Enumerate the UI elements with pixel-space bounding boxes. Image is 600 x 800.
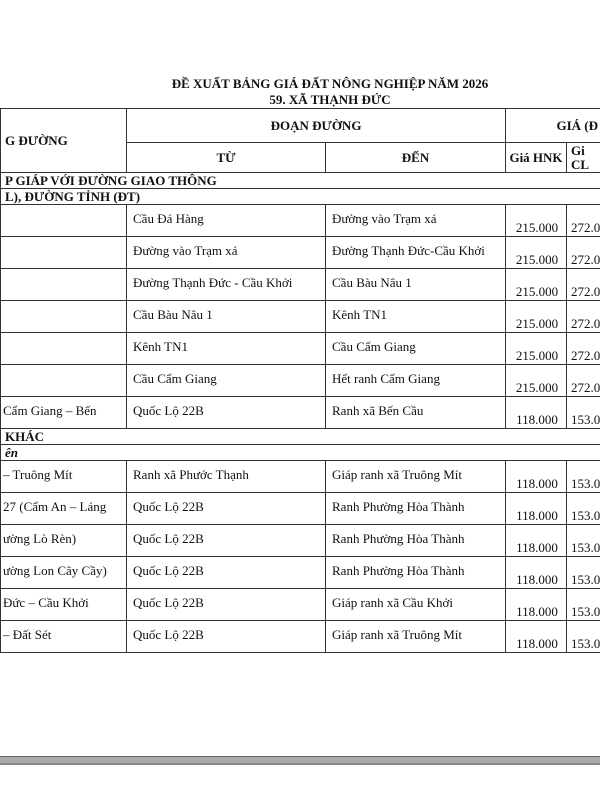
price-cln: 272.0 — [567, 205, 600, 237]
segment-from: Đường Thạnh Đức - Cầu Khởi — [127, 269, 326, 301]
road-name — [1, 365, 127, 397]
price-table — [0, 108, 600, 653]
table-row — [1, 301, 600, 333]
price-hnk: 118.000 — [506, 589, 567, 621]
table-row — [1, 525, 600, 557]
segment-from: Kênh TN1 — [127, 333, 326, 365]
price-cln: 153.0 — [567, 557, 600, 589]
price-cln: 153.0 — [567, 621, 600, 653]
segment-to: Giáp ranh xã Truông Mít — [326, 621, 506, 653]
segment-to: Đường Thạnh Đức-Cầu Khởi — [326, 237, 506, 269]
price-cln: 153.0 — [567, 525, 600, 557]
price-hnk: 215.000 — [506, 205, 567, 237]
table-row — [1, 589, 600, 621]
road-name: Cẩm Giang – Bến — [1, 397, 127, 429]
price-cln: 272.0 — [567, 237, 600, 269]
segment-from: Quốc Lộ 22B — [127, 493, 326, 525]
header-tu: TỪ — [127, 143, 326, 173]
road-name — [1, 301, 127, 333]
segment-to: Kênh TN1 — [326, 301, 506, 333]
segment-to: Cầu Bàu Nâu 1 — [326, 269, 506, 301]
road-name: – Đất Sét — [1, 621, 127, 653]
segment-to: Ranh xã Bến Cầu — [326, 397, 506, 429]
road-name: ường Lò Rèn) — [1, 525, 127, 557]
segment-to: Ranh Phường Hòa Thành — [326, 557, 506, 589]
table-row — [1, 365, 600, 397]
price-hnk: 215.000 — [506, 333, 567, 365]
price-cln: 153.0 — [567, 461, 600, 493]
table-row — [1, 557, 600, 589]
segment-to: Ranh Phường Hòa Thành — [326, 525, 506, 557]
segment-to: Hết ranh Cẩm Giang — [326, 365, 506, 397]
price-hnk: 118.000 — [506, 557, 567, 589]
segment-from: Quốc Lộ 22B — [127, 589, 326, 621]
price-cln: 272.0 — [567, 333, 600, 365]
price-hnk: 215.000 — [506, 301, 567, 333]
road-name — [1, 205, 127, 237]
header-gia-cln: Gi CL — [567, 143, 600, 173]
title-line-2: 59. XÃ THẠNH ĐỨC — [269, 92, 391, 107]
header-gia: GIÁ (Đ — [506, 109, 600, 143]
segment-from: Cầu Cẩm Giang — [127, 365, 326, 397]
road-name: Đức – Cầu Khởi — [1, 589, 127, 621]
header-doan-duong: ĐOẠN ĐƯỜNG — [127, 109, 506, 143]
price-hnk: 118.000 — [506, 397, 567, 429]
segment-from: Ranh xã Phước Thạnh — [127, 461, 326, 493]
title-line-1: ĐỀ XUẤT BẢNG GIÁ ĐẤT NÔNG NGHIỆP NĂM 2026 — [171, 76, 489, 91]
table-row — [1, 621, 600, 653]
price-cln: 272.0 — [567, 269, 600, 301]
document-title — [0, 76, 600, 108]
section-heading: KHÁC — [1, 429, 600, 445]
segment-to: Đường vào Trạm xá — [326, 205, 506, 237]
segment-from: Quốc Lộ 22B — [127, 397, 326, 429]
price-hnk: 215.000 — [506, 269, 567, 301]
segment-from: Quốc Lộ 22B — [127, 525, 326, 557]
price-cln: 153.0 — [567, 589, 600, 621]
price-cln: 272.0 — [567, 301, 600, 333]
road-name: ường Lon Cây Cầy) — [1, 557, 127, 589]
page-separator — [0, 756, 600, 765]
header-ten-duong: G ĐƯỜNG — [1, 109, 127, 173]
road-name — [1, 333, 127, 365]
road-name: – Truông Mít — [1, 461, 127, 493]
segment-from: Quốc Lộ 22B — [127, 557, 326, 589]
table-row — [1, 333, 600, 365]
table-row — [1, 397, 600, 429]
header-den: ĐẾN — [326, 143, 506, 173]
table-row — [1, 269, 600, 301]
section-heading: P GIÁP VỚI ĐƯỜNG GIAO THÔNG — [1, 173, 600, 189]
header-gia-hnk: Giá HNK — [506, 143, 567, 173]
segment-to: Giáp ranh xã Cầu Khởi — [326, 589, 506, 621]
segment-from: Đường vào Trạm xá — [127, 237, 326, 269]
road-name — [1, 269, 127, 301]
segment-to: Giáp ranh xã Truông Mít — [326, 461, 506, 493]
price-cln: 272.0 — [567, 365, 600, 397]
price-hnk: 118.000 — [506, 621, 567, 653]
table-row — [1, 237, 600, 269]
price-hnk: 215.000 — [506, 237, 567, 269]
price-hnk: 215.000 — [506, 365, 567, 397]
price-hnk: 118.000 — [506, 493, 567, 525]
price-cln: 153.0 — [567, 397, 600, 429]
road-name — [1, 237, 127, 269]
table-row — [1, 493, 600, 525]
road-name: 27 (Cẩm An – Láng — [1, 493, 127, 525]
table-row — [1, 461, 600, 493]
section-subheading: ên — [1, 445, 600, 461]
table-row — [1, 205, 600, 237]
segment-from: Cầu Đá Hàng — [127, 205, 326, 237]
segment-to: Ranh Phường Hòa Thành — [326, 493, 506, 525]
segment-from: Quốc Lộ 22B — [127, 621, 326, 653]
section-heading: L), ĐƯỜNG TỈNH (ĐT) — [1, 189, 600, 205]
price-hnk: 118.000 — [506, 525, 567, 557]
segment-from: Cầu Bàu Nâu 1 — [127, 301, 326, 333]
price-cln: 153.0 — [567, 493, 600, 525]
price-hnk: 118.000 — [506, 461, 567, 493]
segment-to: Cầu Cẩm Giang — [326, 333, 506, 365]
